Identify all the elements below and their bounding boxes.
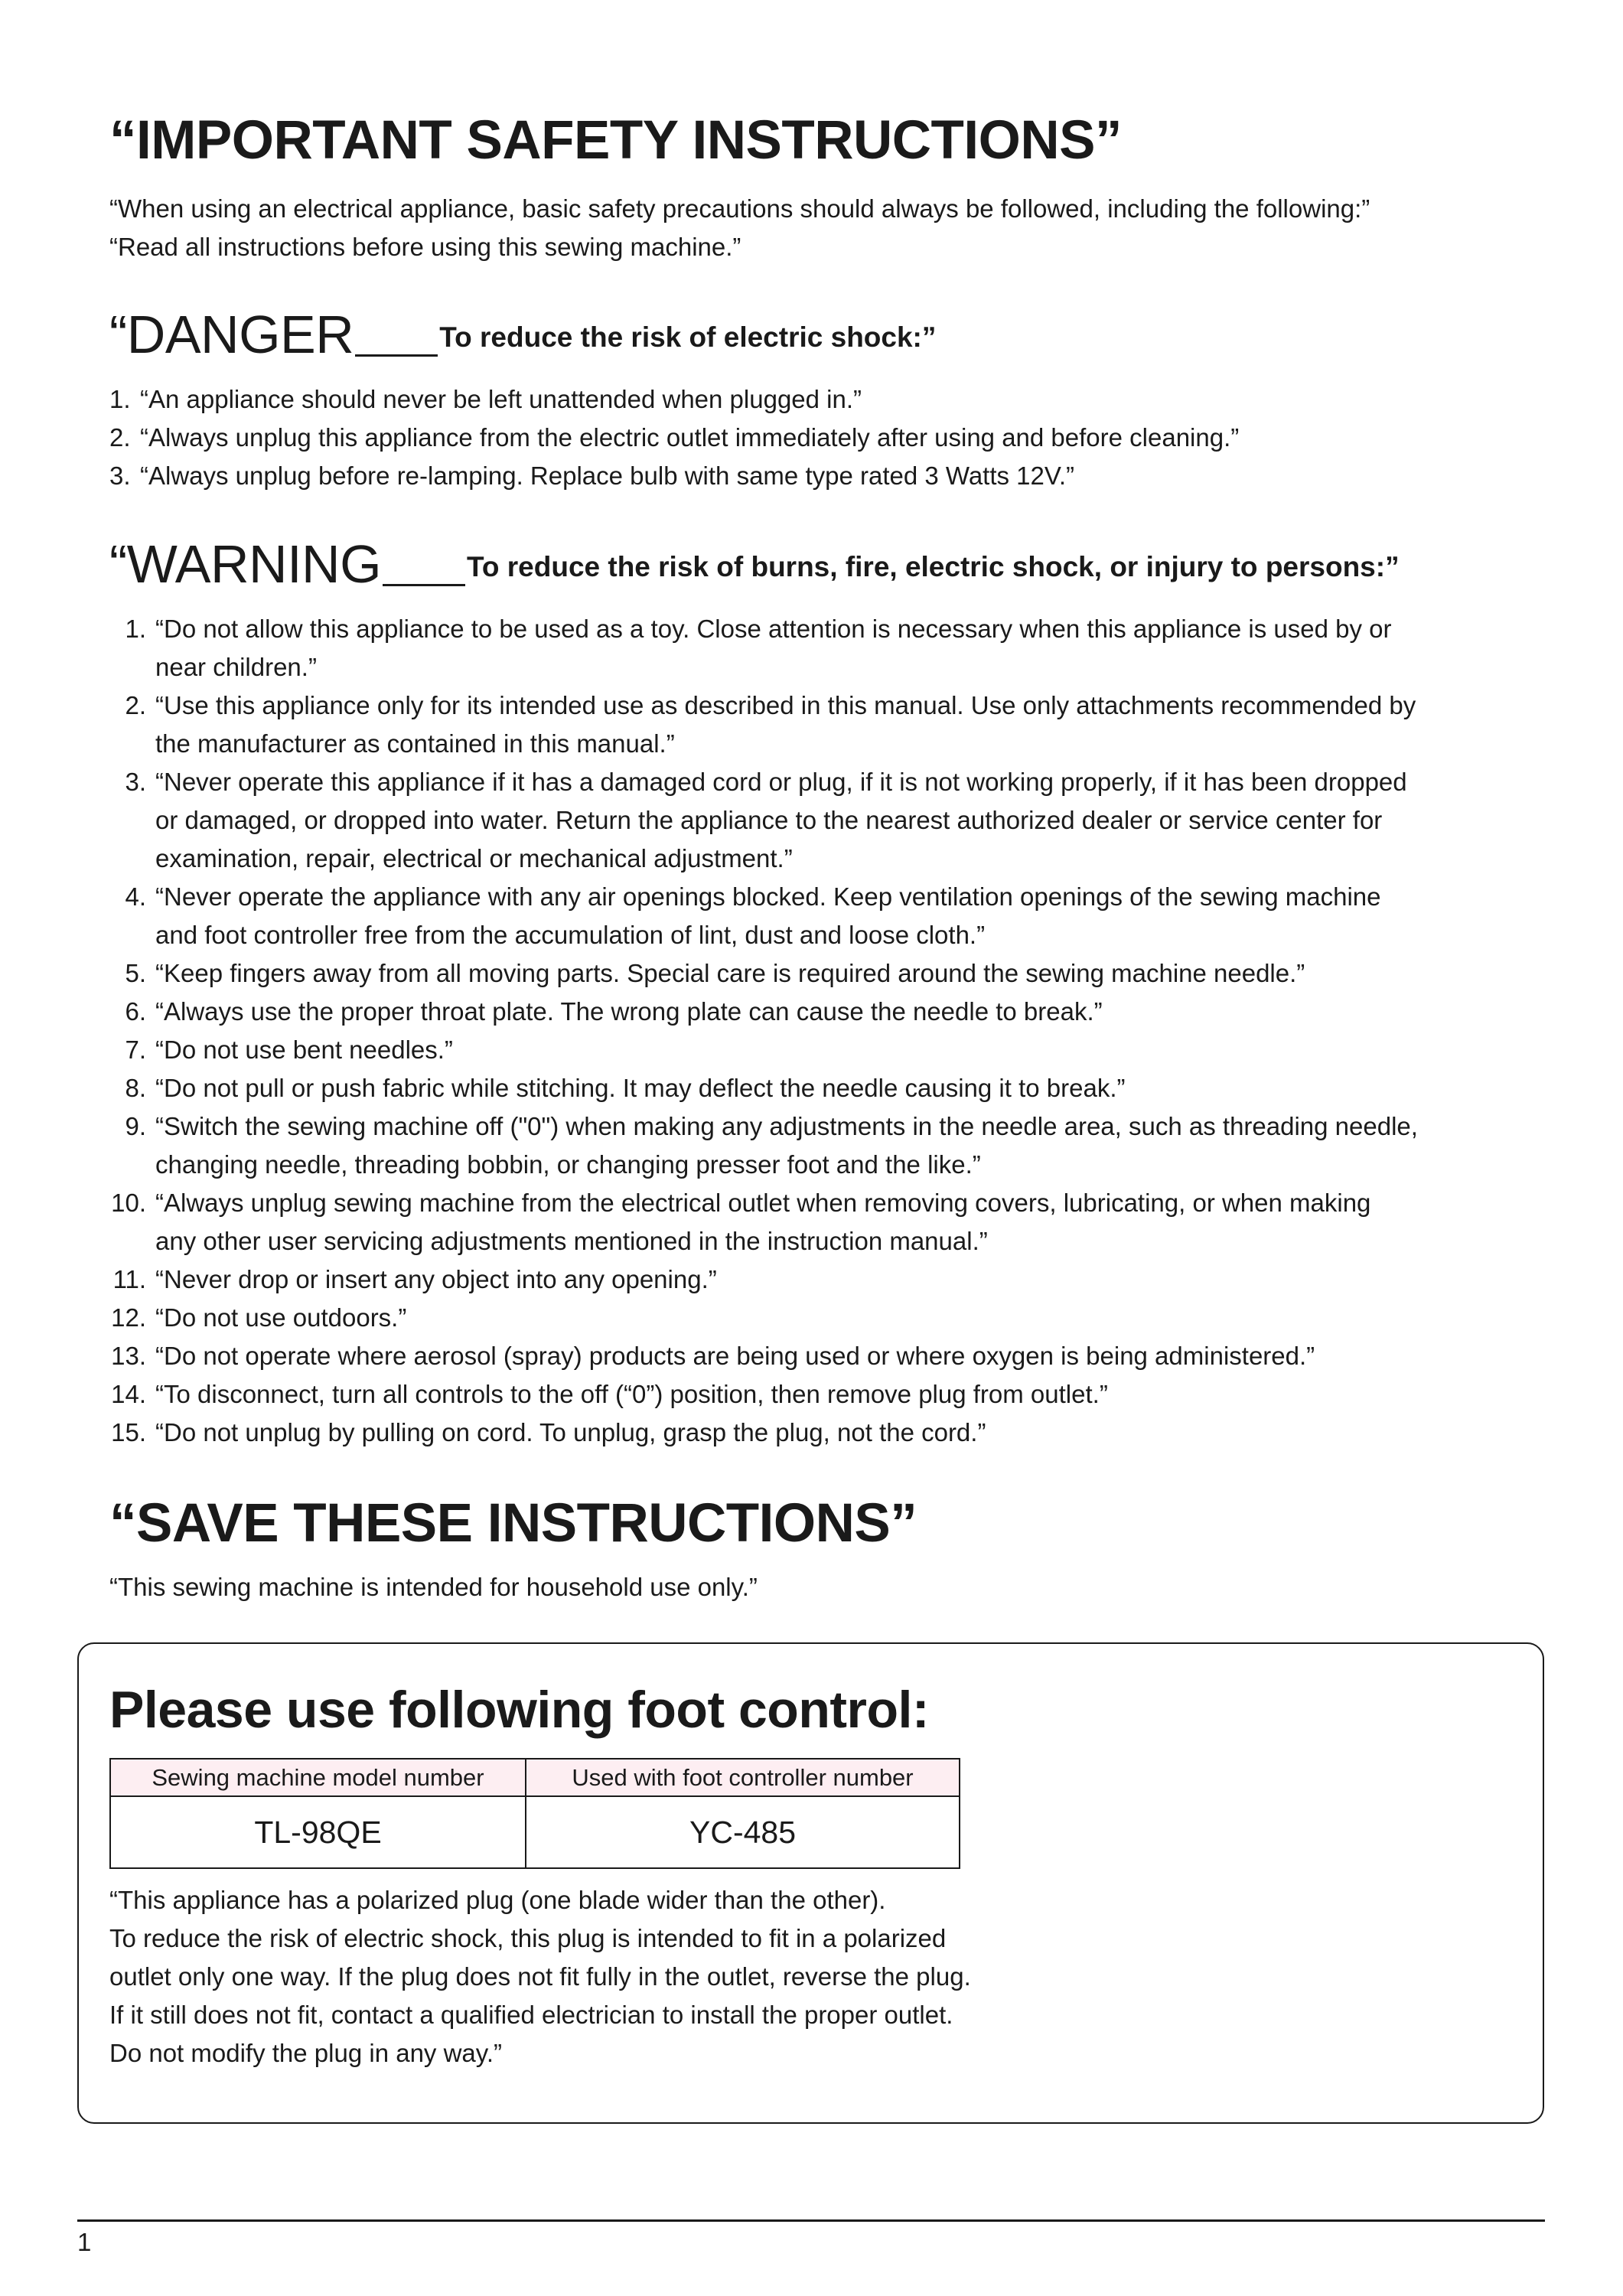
item-text-line: any other user servicing adjustments mentioned in the instruction manual.” xyxy=(155,1227,988,1255)
table-header-row xyxy=(110,1759,960,1796)
list-item xyxy=(109,993,1533,1031)
danger-heading xyxy=(109,305,937,364)
item-text-line: “Do not use outdoors.” xyxy=(155,1303,407,1332)
list-item xyxy=(109,687,1533,763)
polarized-plug-note xyxy=(109,1881,1525,2073)
list-item xyxy=(109,1184,1533,1261)
item-text: “An appliance should never be left unattended when plugged in.” xyxy=(140,385,862,413)
item-text-line: and foot controller free from the accumulation of lint, dust and loose cloth.” xyxy=(155,921,986,949)
item-number: 11. xyxy=(112,1265,146,1293)
item-number: 6. xyxy=(125,997,146,1026)
plug-note-line: “This appliance has a polarized plug (one blade wider than the other). xyxy=(109,1886,886,1914)
heading-rule xyxy=(355,354,438,357)
item-text-line: examination, repair, electrical or mechanical adjustment.” xyxy=(155,844,793,872)
item-number: 8. xyxy=(125,1074,146,1102)
item-text-line: “Switch the sewing machine off ("0") when making any adjustments in the needle area, such as threading needle, xyxy=(155,1112,1418,1140)
item-text: “Always unplug this appliance from the electric outlet immediately after using and before cleaning.” xyxy=(140,423,1240,452)
item-text-line: “Use this appliance only for its intended use as described in this manual. Use only attachments recommended by xyxy=(155,691,1416,719)
list-item xyxy=(109,878,1533,954)
save-instructions-title: “SAVE THESE INSTRUCTIONS” xyxy=(109,1493,917,1554)
item-text-line: or damaged, or dropped into water. Return the appliance to the nearest authorized dealer or service center for xyxy=(155,806,1383,834)
page-number: 1 xyxy=(77,2228,92,2256)
warning-subtitle: To reduce the risk of burns, fire, electric shock, or injury to persons:” xyxy=(467,551,1400,582)
item-number: 7. xyxy=(125,1035,146,1064)
list-item xyxy=(109,380,1563,419)
danger-label: “DANGER xyxy=(109,305,354,364)
list-item xyxy=(109,1375,1533,1414)
list-item xyxy=(109,1107,1533,1184)
plug-note-line: outlet only one way. If the plug does not fit fully in the outlet, reverse the plug. xyxy=(109,1962,971,1991)
warning-heading xyxy=(109,534,1400,594)
item-number: 2. xyxy=(125,691,146,719)
intro-line: “When using an electrical appliance, basic safety precautions should always be followed, including the following:” xyxy=(109,194,1370,223)
model-number-header: Sewing machine model number xyxy=(110,1759,526,1796)
intro-text xyxy=(109,190,1563,266)
page-title: “IMPORTANT SAFETY INSTRUCTIONS” xyxy=(109,110,1122,171)
list-item xyxy=(109,1261,1533,1299)
list-item xyxy=(109,610,1533,687)
list-item xyxy=(109,457,1563,495)
warning-label: “WARNING xyxy=(109,534,382,594)
list-item xyxy=(109,1299,1533,1337)
list-item xyxy=(109,1414,1533,1452)
item-number: 1. xyxy=(109,385,131,413)
household-use-note: “This sewing machine is intended for household use only.” xyxy=(109,1573,758,1601)
warning-list xyxy=(109,610,1533,1452)
list-item xyxy=(109,1031,1533,1069)
list-item xyxy=(109,1069,1533,1107)
item-number: 1. xyxy=(125,615,146,643)
item-text-line: changing needle, threading bobbin, or changing presser foot and the like.” xyxy=(155,1150,981,1179)
foot-controller-header: Used with foot controller number xyxy=(526,1759,960,1796)
item-number: 10. xyxy=(111,1189,146,1217)
item-number: 2. xyxy=(109,423,131,452)
item-text-line: “Never operate this appliance if it has a damaged cord or plug, if it is not working properly, if it has been dropped xyxy=(155,768,1407,796)
danger-subtitle: To reduce the risk of electric shock:” xyxy=(439,321,937,353)
item-text-line: the manufacturer as contained in this manual.” xyxy=(155,729,675,758)
item-text-line: “Never drop or insert any object into any opening.” xyxy=(155,1265,717,1293)
item-text-line: “Never operate the appliance with any air openings blocked. Keep ventilation openings of the sewing machine xyxy=(155,882,1381,911)
plug-note-line: To reduce the risk of electric shock, this plug is intended to fit in a polarized xyxy=(109,1924,947,1952)
item-text-line: “Always unplug sewing machine from the electrical outlet when removing covers, lubricating, or when making xyxy=(155,1189,1371,1217)
list-item xyxy=(109,1337,1533,1375)
model-number-cell: TL-98QE xyxy=(110,1796,526,1868)
plug-note-line: Do not modify the plug in any way.” xyxy=(109,2039,502,2067)
foot-control-title: Please use following foot control: xyxy=(109,1681,930,1739)
item-number: 14. xyxy=(111,1380,146,1408)
footer-rule xyxy=(77,2219,1545,2222)
list-item xyxy=(109,954,1533,993)
item-text-line: “Do not unplug by pulling on cord. To unplug, grasp the plug, not the cord.” xyxy=(155,1418,986,1446)
item-number: 3. xyxy=(109,461,131,490)
item-number: 13. xyxy=(111,1342,146,1370)
item-text-line: “To disconnect, turn all controls to the off (“0”) position, then remove plug from outlet.” xyxy=(155,1380,1108,1408)
list-item xyxy=(109,763,1533,878)
item-text: “Always unplug before re-lamping. Replace bulb with same type rated 3 Watts 12V.” xyxy=(140,461,1075,490)
item-text-line: “Always use the proper throat plate. The wrong plate can cause the needle to break.” xyxy=(155,997,1103,1026)
item-number: 5. xyxy=(125,959,146,987)
item-number: 15. xyxy=(111,1418,146,1446)
item-number: 3. xyxy=(125,768,146,796)
list-item xyxy=(109,419,1563,457)
table-row xyxy=(110,1796,960,1868)
plug-note-line: If it still does not fit, contact a qualified electrician to install the proper outlet. xyxy=(109,2001,953,2029)
item-text-line: “Do not use bent needles.” xyxy=(155,1035,453,1064)
item-text-line: “Do not allow this appliance to be used as a toy. Close attention is necessary when this appliance is used by or xyxy=(155,615,1392,643)
foot-controller-cell: YC-485 xyxy=(526,1796,960,1868)
item-text-line: “Do not operate where aerosol (spray) products are being used or where oxygen is being administered.” xyxy=(155,1342,1315,1370)
heading-rule xyxy=(383,584,465,586)
item-text-line: near children.” xyxy=(155,653,317,681)
foot-control-table xyxy=(109,1758,960,1869)
danger-list xyxy=(109,380,1563,495)
item-text-line: “Keep fingers away from all moving parts. Special care is required around the sewing machine needle.” xyxy=(155,959,1305,987)
item-number: 12. xyxy=(111,1303,146,1332)
item-number: 4. xyxy=(125,882,146,911)
item-number: 9. xyxy=(125,1112,146,1140)
item-text-line: “Do not pull or push fabric while stitching. It may deflect the needle causing it to break.” xyxy=(155,1074,1126,1102)
intro-line: “Read all instructions before using this sewing machine.” xyxy=(109,233,741,261)
